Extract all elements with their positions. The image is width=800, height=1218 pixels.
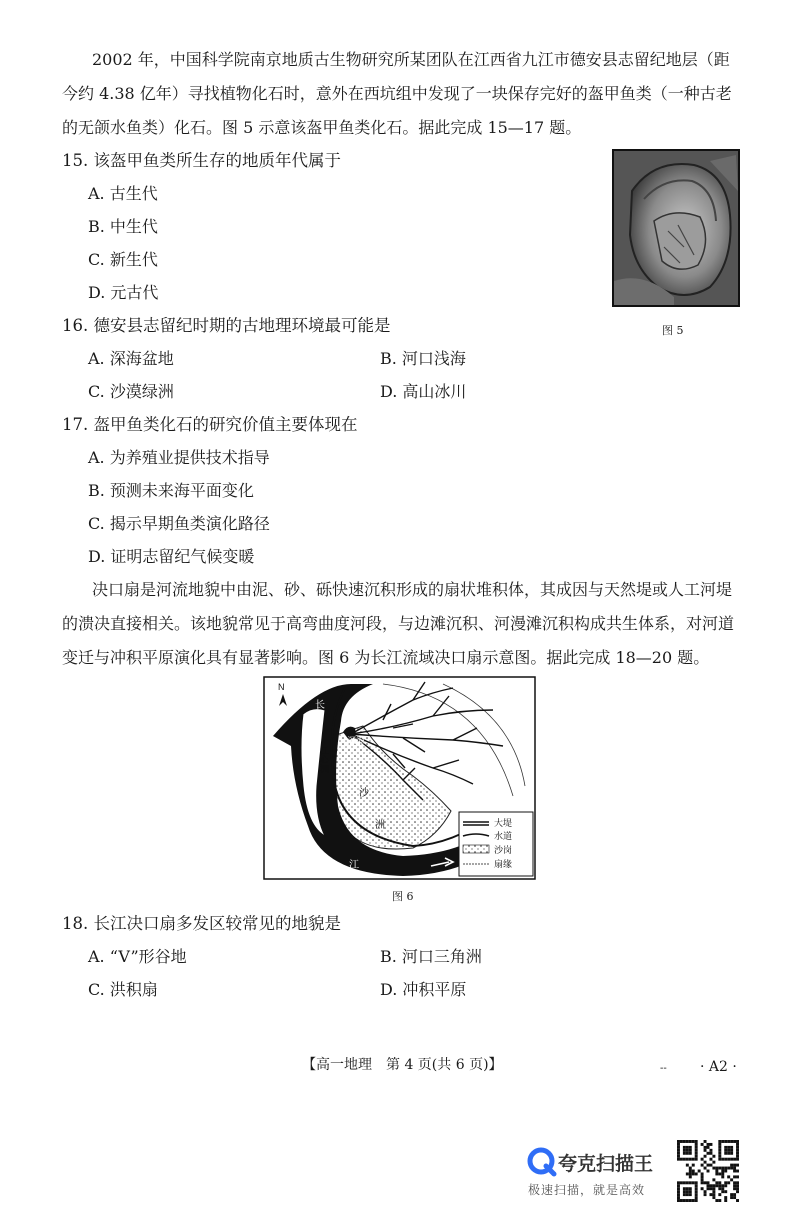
figure6-caption: 图 6	[392, 890, 414, 903]
q15-option-c: C. 新生代	[88, 250, 158, 269]
fossil-image	[614, 151, 738, 305]
footer-dash: --	[660, 1063, 667, 1074]
qr-code-icon	[677, 1140, 739, 1202]
q15-option-d: D. 元古代	[88, 283, 159, 302]
intro1-line-3: 的无颌水鱼类）化石。图 5 示意该盔甲鱼类化石。据此完成 15—17 题。	[62, 118, 582, 137]
intro2-line-2: 的溃决直接相关。该地貌常见于高弯曲度河段，与边滩沉积、河漫滩沉积构成共生体系，对河道	[62, 614, 735, 633]
q18-option-a: A. “V”形谷地	[88, 947, 187, 966]
q17-option-c: C. 揭示早期鱼类演化路径	[88, 514, 270, 533]
page-footer: 【高一地理 第 4 页(共 6 页)】	[302, 1057, 503, 1073]
q18-option-b: B. 河口三角洲	[380, 947, 482, 966]
crevasse-splay-map	[263, 676, 536, 880]
q17-option-a: A. 为养殖业提供技术指导	[88, 448, 270, 467]
legend-channel: 水道	[494, 832, 513, 842]
q18-stem: 18. 长江决口扇多发区较常见的地貌是	[62, 914, 341, 933]
q16-stem: 16. 德安县志留纪时期的古地理环境最可能是	[62, 316, 391, 335]
q17-option-b: B. 预测未来海平面变化	[88, 481, 254, 500]
label-breach: 深潭	[347, 737, 366, 747]
scanner-brand: 夸克扫描王	[558, 1153, 654, 1175]
q15-stem: 15. 该盔甲鱼类所生存的地质年代属于	[62, 151, 341, 170]
q17-stem: 17. 盔甲鱼类化石的研究价值主要体现在	[62, 415, 358, 434]
legend-levee: 大堤	[494, 819, 513, 829]
label-river-char-1: 长	[315, 700, 325, 711]
intro2-line-3: 变迁与冲积平原演化具有显著影响。图 6 为长江流域决口扇示意图。据此完成 18—20 题。	[62, 648, 710, 667]
q18-option-c: C. 洪积扇	[88, 980, 158, 999]
footer-code: · A2 ·	[700, 1059, 737, 1075]
map-legend	[459, 812, 533, 876]
q17-option-d: D. 证明志留纪气候变暖	[88, 547, 255, 566]
label-islet: 江心洲	[318, 746, 328, 773]
label-river-char-2: 江	[349, 860, 359, 871]
q16-option-b: B. 河口浅海	[380, 349, 466, 368]
scanner-slogan: 极速扫描，就是高效	[528, 1183, 646, 1197]
label-sandbar-char-1: 沙	[359, 788, 369, 799]
intro1-line-1: 2002 年，中国科学院南京地质古生物研究所某团队在江西省九江市德安县志留纪地层（距	[92, 50, 730, 69]
q16-option-a: A. 深海盆地	[88, 349, 174, 368]
intro1-line-2: 今约 4.38 亿年）寻找植物化石时，意外在西坑组中发现了一块保存完好的盔甲鱼类（一种古老	[62, 84, 732, 103]
fossil-photo	[612, 149, 740, 307]
intro2-line-1: 决口扇是河流地貌中由泥、砂、砾快速沉积形成的扇状堆积体，其成因与天然堤或人工河堤	[92, 580, 733, 599]
north-label: N	[278, 682, 285, 692]
legend-sand-ridge: 沙岗	[494, 846, 513, 856]
q16-option-c: C. 沙漠绿洲	[88, 382, 174, 401]
q15-option-b: B. 中生代	[88, 217, 158, 236]
label-sandbar-char-2: 洲	[375, 820, 385, 831]
q18-option-d: D. 冲积平原	[380, 980, 467, 999]
q16-option-d: D. 高山冰川	[380, 382, 467, 401]
scanner-watermark	[524, 1140, 664, 1202]
legend-fan-edge: 扇缘	[494, 860, 513, 870]
q15-option-a: A. 古生代	[88, 184, 158, 203]
figure5-caption: 图 5	[662, 324, 684, 337]
